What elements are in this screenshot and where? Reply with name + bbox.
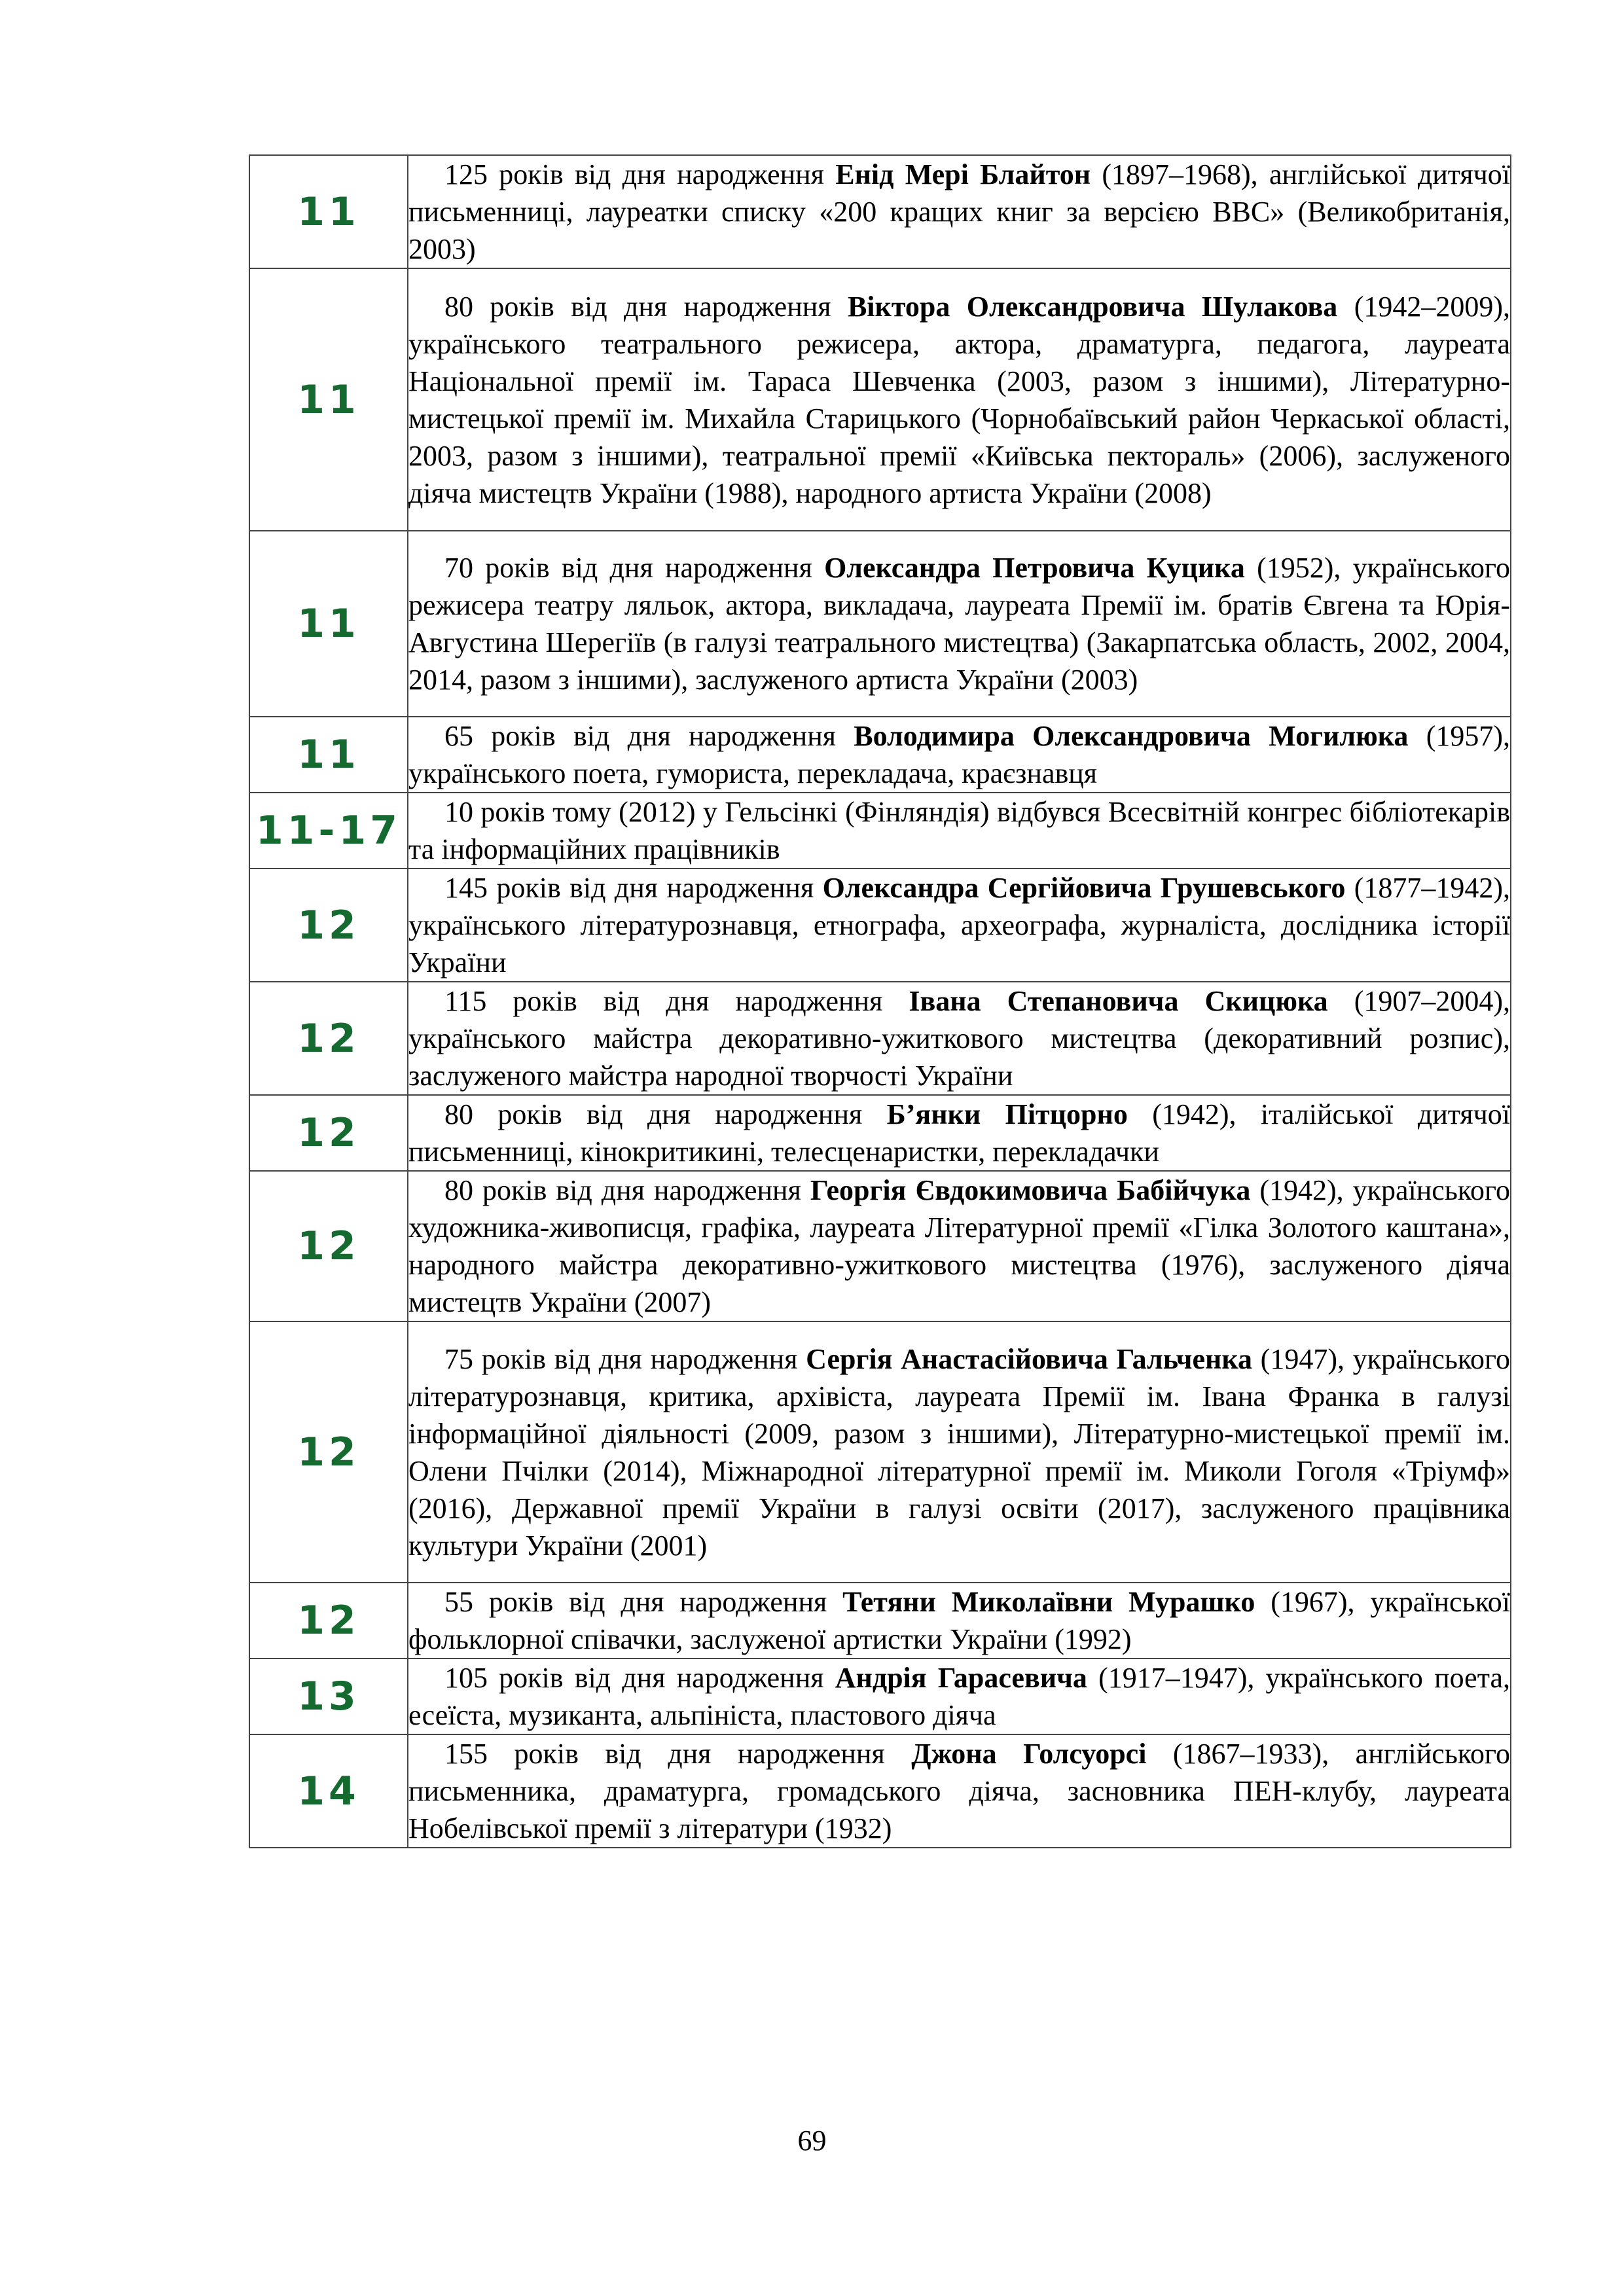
entry-text-cell	[408, 1171, 1511, 1321]
date-cell: 11	[249, 531, 408, 717]
entry-paragraph	[408, 1659, 1510, 1734]
entry-paragraph	[408, 1096, 1510, 1170]
person-name: Андрія Гарасевича	[835, 1662, 1087, 1694]
entry-paragraph	[408, 288, 1510, 512]
entry-paragraph	[408, 717, 1510, 792]
date-cell: 12	[249, 869, 408, 982]
entry-prefix: 80 років від дня народження	[444, 290, 848, 323]
entry-paragraph	[408, 1735, 1510, 1847]
entry-suffix: (1907–2004), українського майстра декоративно-ужиткового мистецтва (декоративний розпис), заслуженого майстра народної творчості України	[408, 985, 1510, 1092]
entry-suffix: (1917–1947), українського поета, есеїста, музиканта, альпініста, пластового діяча	[408, 1662, 1510, 1731]
entry-text-cell	[408, 1583, 1511, 1659]
calendar-row	[249, 1659, 1511, 1734]
entry-prefix: 145 років від дня народження	[444, 872, 823, 904]
entry-suffix: (1967), української фольклорної співачки, заслуженої артистки України (1992)	[408, 1586, 1511, 1655]
calendar-row	[249, 1171, 1511, 1321]
date-cell: 13	[249, 1659, 408, 1734]
entry-text-cell	[408, 155, 1511, 268]
entry-text-cell	[408, 869, 1511, 982]
calendar-row	[249, 1095, 1511, 1171]
date-cell: 11-17	[249, 793, 408, 869]
calendar-row	[249, 869, 1511, 982]
entry-text-cell	[408, 793, 1511, 869]
calendar-row	[249, 268, 1511, 531]
date-cell: 12	[249, 1583, 408, 1659]
entry-suffix: (1867–1933), англійського письменника, драматурга, громадського діяча, засновника ПЕН-клубу, лауреата Нобелівської премії з літератури (1932)	[408, 1738, 1510, 1844]
entry-prefix: 80 років від дня народження	[444, 1098, 887, 1130]
entry-paragraph	[408, 156, 1510, 268]
entry-prefix: 10 років тому (2012) у Гельсінкі (Фінляндія) відбувся Всесвітній конгрес бібліотекарів та інформаційних працівників	[408, 796, 1510, 865]
entry-prefix: 55 років від дня народження	[444, 1586, 843, 1618]
calendar-row	[249, 793, 1511, 869]
calendar-body	[249, 155, 1511, 1848]
entry-paragraph	[408, 793, 1510, 868]
person-name: Олександра Петровича Куцика	[824, 552, 1245, 584]
entry-text-cell	[408, 268, 1511, 531]
entry-suffix: (1877–1942), українського літературознавця, етнографа, археографа, журналіста, дослідника історії України	[408, 872, 1510, 978]
date-cell: 11	[249, 268, 408, 531]
person-name: Георгія Євдокимовича Бабійчука	[810, 1174, 1251, 1206]
entry-prefix: 70 років від дня народження	[444, 552, 825, 584]
date-cell: 12	[249, 1321, 408, 1583]
entry-paragraph	[408, 1340, 1510, 1564]
entry-suffix: (1942–2009), українського театрального режисера, актора, драматурга, педагога, лауреата Національної премії ім. Тараса Шевченка (2003, разом з іншими), Літературно-мистецької премії ім. Михайла Старицького (Чорнобаївський район Черкаської області, 2003, разом з іншими), театральної премії «Київська пектораль» (2006), заслуженого діяча мистецтв України (1988), народного артиста України (2008)	[408, 290, 1510, 509]
calendar-row	[249, 155, 1511, 268]
anniversary-calendar-table	[249, 154, 1511, 1848]
person-name: Сергія Анастасійовича Гальченка	[806, 1342, 1253, 1375]
page-number: 69	[797, 2125, 827, 2157]
date-cell: 14	[249, 1734, 408, 1848]
person-name: Тетяни Миколаївни Мурашко	[842, 1586, 1255, 1618]
date-cell: 11	[249, 717, 408, 793]
entry-paragraph	[408, 982, 1510, 1094]
entry-prefix: 80 років від дня народження	[444, 1174, 810, 1206]
person-name: Віктора Олександровича Шулакова	[847, 290, 1338, 323]
entry-text-cell	[408, 531, 1511, 717]
person-name: Володимира Олександровича Могилюка	[854, 720, 1409, 752]
date-cell: 12	[249, 1095, 408, 1171]
person-name: Енід Мері Блайтон	[835, 158, 1091, 190]
entry-prefix: 115 років від дня народження	[444, 985, 909, 1017]
entry-suffix: (1952), українського режисера театру ляльок, актора, викладача, лауреата Премії ім. братів Євгена та Юрія-Августина Шерегіїв (в галузі театрального мистецтва) (Закарпатська область, 2002, 2004, 2014, разом з іншими), заслуженого артиста України (2003)	[408, 552, 1511, 696]
entry-paragraph	[408, 1172, 1510, 1321]
entry-prefix: 155 років від дня народження	[444, 1738, 912, 1770]
entry-suffix: (1942), українського художника-живописця, графіка, лауреата Літературної премії «Гілка Золотого каштана», народного майстра декоративно-ужиткового мистецтва (1976), заслуженого діяча мистецтв України (2007)	[408, 1174, 1510, 1318]
entry-paragraph	[408, 869, 1510, 981]
entry-text-cell	[408, 1659, 1511, 1734]
entry-prefix: 65 років від дня народження	[444, 720, 854, 752]
entry-prefix: 105 років від дня народження	[444, 1662, 835, 1694]
entry-paragraph	[408, 1583, 1510, 1658]
calendar-row	[249, 1734, 1511, 1848]
entry-text-cell	[408, 717, 1511, 793]
person-name: Джона Голсуорсі	[911, 1738, 1147, 1770]
entry-suffix: (1897–1968), англійської дитячої письменниці, лауреатки списку «200 кращих книг за версією BBC» (Великобританія, 2003)	[408, 158, 1511, 265]
entry-text-cell	[408, 1095, 1511, 1171]
entry-suffix: (1957), українського поета, гумориста, перекладача, краєзнавця	[408, 720, 1511, 789]
entry-prefix: 75 років від дня народження	[444, 1342, 806, 1375]
calendar-row	[249, 531, 1511, 717]
entry-paragraph	[408, 549, 1510, 698]
entry-text-cell	[408, 1321, 1511, 1583]
entry-text-cell	[408, 1734, 1511, 1848]
date-cell: 11	[249, 155, 408, 268]
entry-prefix: 125 років від дня народження	[444, 158, 836, 190]
calendar-row	[249, 1321, 1511, 1583]
person-name: Івана Степановича Скицюка	[909, 985, 1328, 1017]
entry-suffix: (1942), італійської дитячої письменниці, кінокритикині, телесценаристки, перекладачки	[408, 1098, 1511, 1168]
calendar-row	[249, 982, 1511, 1095]
calendar-row	[249, 717, 1511, 793]
entry-suffix: (1947), українського літературознавця, критика, архівіста, лауреата Премії ім. Івана Франка в галузі інформаційної діяльності (2009, разом з іншими), Літературно-мистецької премії ім. Олени Пчілки (2014), Міжнародної літературної премії ім. Миколи Гоголя «Тріумф» (2016), Державної премії України в галузі освіти (2017), заслуженого працівника культури України (2001)	[408, 1342, 1511, 1562]
person-name: Олександра Сергійовича Грушевського	[822, 872, 1346, 904]
date-cell: 12	[249, 982, 408, 1095]
calendar-row	[249, 1583, 1511, 1659]
entry-text-cell	[408, 982, 1511, 1095]
date-cell: 12	[249, 1171, 408, 1321]
person-name: Б’янки Пітцорно	[886, 1098, 1128, 1130]
